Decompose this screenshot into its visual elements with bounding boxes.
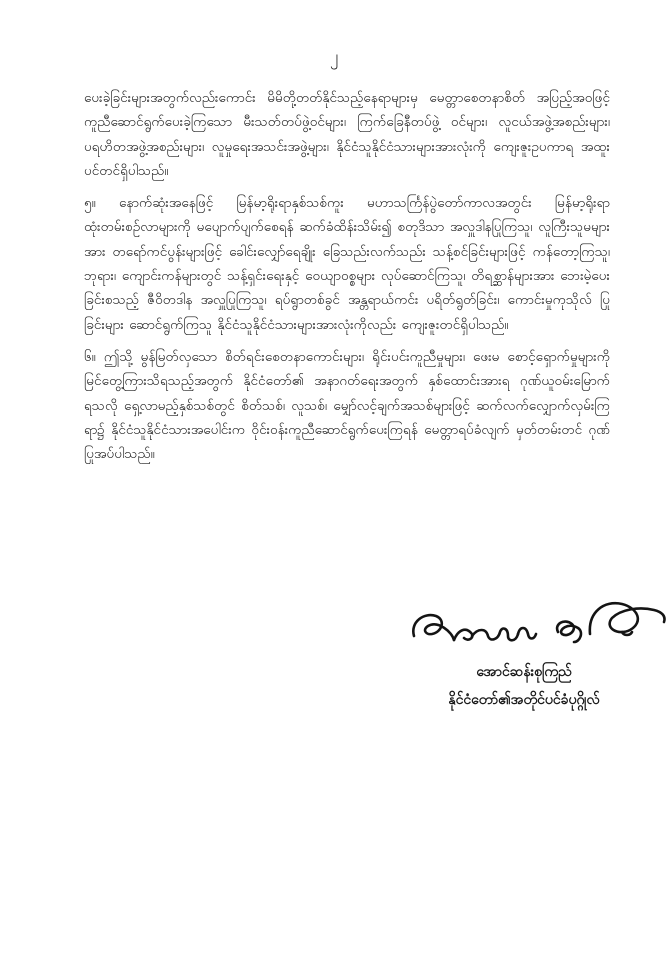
handwritten-signature (408, 592, 668, 654)
paragraph-6: ၆။ ဤသို့ မွန်မြတ်လှသော စိတ်ရင်းစေတနာကောင်းများ၊ ရိုင်းပင်းကူညီမှုများ၊ ဖေးမ စောင့်ရှောက်မှုများကို မြင်တွေ့ကြားသိရသည့်အတွက် နိုင်ငံတော်၏ အနာဂတ်ရေးအတွက် နှစ်ထောင်းအားရ ဂုဏ်ယူဝမ်းမြောက်ရသလို ရှေ့လာမည့်နှစ်သစ်တွင် စိတ်သစ်၊ လူသစ်၊ မျှော်လင့်ချက်အသစ်များဖြင့် ဆက်လက်လျှောက်လှမ်းကြရာ၌ နိုင်ငံသူနိုင်ငံသားအပေါင်းက ဝိုင်းဝန်းကူညီဆောင်ရွက်ပေးကြရန် မေတ္တာရပ်ခံလျက် မှတ်တမ်းတင် ဂုဏ်ပြုအပ်ပါသည်။ (84, 348, 610, 463)
paragraph-thanks-continued: ပေးခဲ့ခြင်းများအတွက်လည်းကောင်း မိမိတို့တတ်နိုင်သည့်နေရာများမှ မေတ္တာစေတနာစိတ် အပြည့်အဝဖြင့် ကူညီဆောင်ရွက်ပေးခဲ့ကြသော မီးသတ်တပ်ဖွဲ့ဝင်များ၊ ကြက်ခြေနီတပ်ဖွဲ့ ဝင်များ၊ လူငယ်အဖွဲ့အစည်းများ၊ ပရဟိတအဖွဲ့အစည်းများ၊ လူမှုရေးအသင်းအဖွဲ့များ၊ နိုင်ငံသူနိုင်ငံသားများအားလုံးကို ကျေးဇူးဥပကာရ အထူးပင်တင်ရှိပါသည်။ (84, 90, 610, 179)
signer-title: နိုင်ငံတော်၏အတိုင်ပင်ခံပုဂ္ဂိုလ် (448, 692, 600, 708)
page-number: ၂ (329, 47, 339, 67)
paragraph-5: ၅။ နောက်ဆုံးအနေဖြင့် မြန်မာ့ရိုးရာနှစ်သစ်ကူး မဟာသင်္ကြန်ပွဲတော်ကာလအတွင်း မြန်မာ့ရိုးရာ ထုံးတမ်းစဉ်လာများကို မပျောက်ပျက်စေရန် ဆက်ခံထိန်းသိမ်း၍ စတုဒိသာ အလှူဒါနပြုကြသူ၊ လူကြီးသူမများအား တရော်ကင်ပွန်းများဖြင့် ခေါင်းလျှော်ရေချိုး ခြေသည်းလက်သည်း သန့်စင်ခြင်းများဖြင့် ကန်တော့ကြသူ၊ ဘုရား၊ ကျောင်းကန်များတွင် သန့်ရှင်းရေးနှင့် ဝေယျာဝစ္စများ လုပ်ဆောင်ကြသူ၊ တိရစ္ဆာန်များအား ဘေးမဲ့ပေးခြင်းစသည့် ဇီဝိတဒါန အလှူပြုကြသူ၊ ရပ်ရွာတစ်ခွင် အန္တရာယ်ကင်း ပရိတ်ရွတ်ခြင်း၊ ကောင်းမှုကုသိုလ် ပြုခြင်းများ ဆောင်ရွက်ကြသူ နိုင်ငံသူနိုင်ငံသားများအားလုံးကိုလည်း ကျေးဇူးတင်ရှိပါသည်။ (84, 195, 610, 333)
signer-name: အောင်ဆန်းစုကြည် (476, 664, 572, 680)
letter-body (84, 86, 610, 474)
